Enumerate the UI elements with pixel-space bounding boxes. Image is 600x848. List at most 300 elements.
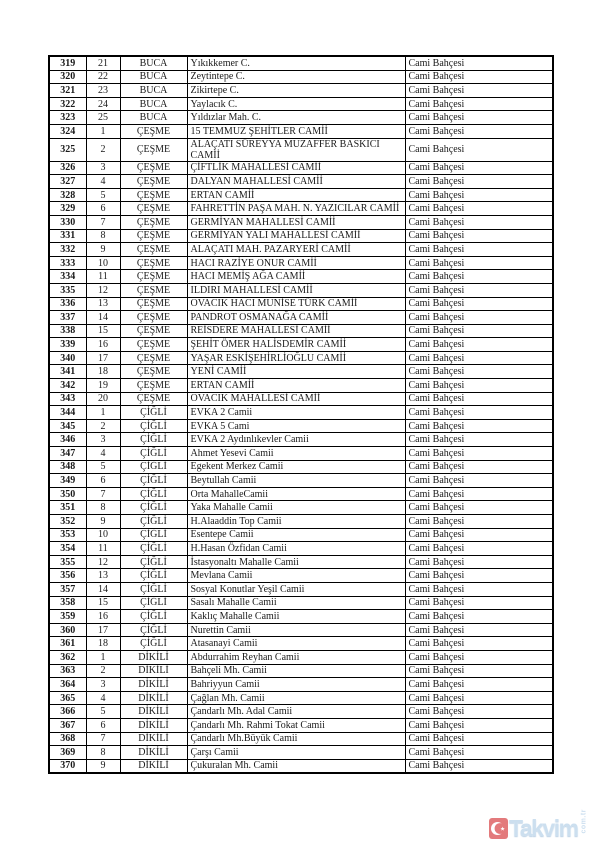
district-cell: ÇEŞME <box>120 161 187 175</box>
table-row <box>49 637 553 651</box>
row-number-cell: 331 <box>49 229 86 243</box>
order-number-cell: 5 <box>86 705 120 719</box>
location-cell: Cami Bahçesi <box>405 379 553 393</box>
row-number-cell: 367 <box>49 718 86 732</box>
location-cell: Cami Bahçesi <box>405 596 553 610</box>
location-cell: Cami Bahçesi <box>405 474 553 488</box>
district-cell: ÇİĞLİ <box>120 596 187 610</box>
location-cell: Cami Bahçesi <box>405 406 553 420</box>
mosque-name-cell: Orta MahalleCamii <box>187 487 405 501</box>
location-cell: Cami Bahçesi <box>405 678 553 692</box>
district-cell: ÇİĞLİ <box>120 515 187 529</box>
table-row <box>49 623 553 637</box>
row-number-cell: 343 <box>49 392 86 406</box>
mosque-name-cell: Çandarlı Mh. Adal Camii <box>187 705 405 719</box>
district-cell: ÇİĞLİ <box>120 542 187 556</box>
row-number-cell: 319 <box>49 56 86 70</box>
row-number-cell: 357 <box>49 582 86 596</box>
row-number-cell: 358 <box>49 596 86 610</box>
district-cell: ÇİĞLİ <box>120 460 187 474</box>
table-row <box>49 732 553 746</box>
mosque-name-cell: Zikirtepe C. <box>187 84 405 98</box>
takvim-logo-icon <box>489 818 508 839</box>
table-row <box>49 515 553 529</box>
table-row <box>49 569 553 583</box>
district-cell: ÇİĞLİ <box>120 569 187 583</box>
location-cell: Cami Bahçesi <box>405 175 553 189</box>
table-row <box>49 610 553 624</box>
mosque-name-cell: GERMİYAN MAHALLESİ CAMİİ <box>187 215 405 229</box>
district-cell: ÇEŞME <box>120 351 187 365</box>
mosque-name-cell: İstasyonaltı Mahalle Camii <box>187 555 405 569</box>
location-cell: Cami Bahçesi <box>405 297 553 311</box>
location-cell: Cami Bahçesi <box>405 202 553 216</box>
mosque-name-cell: Nurettin Camii <box>187 623 405 637</box>
row-number-cell: 338 <box>49 324 86 338</box>
order-number-cell: 19 <box>86 379 120 393</box>
district-cell: ÇİĞLİ <box>120 528 187 542</box>
row-number-cell: 360 <box>49 623 86 637</box>
table-row <box>49 650 553 664</box>
row-number-cell: 351 <box>49 501 86 515</box>
table-row <box>49 474 553 488</box>
mosque-name-cell: ŞEHİT ÖMER HALİSDEMİR CAMİİ <box>187 338 405 352</box>
row-number-cell: 341 <box>49 365 86 379</box>
table-row <box>49 678 553 692</box>
table-row <box>49 270 553 284</box>
row-number-cell: 344 <box>49 406 86 420</box>
table-row <box>49 460 553 474</box>
location-cell: Cami Bahçesi <box>405 243 553 257</box>
location-cell: Cami Bahçesi <box>405 161 553 175</box>
row-number-cell: 329 <box>49 202 86 216</box>
order-number-cell: 3 <box>86 678 120 692</box>
mosque-name-cell: ERTAN CAMİİ <box>187 379 405 393</box>
district-cell: ÇEŞME <box>120 188 187 202</box>
district-cell: ÇEŞME <box>120 311 187 325</box>
order-number-cell: 22 <box>86 70 120 84</box>
district-cell: ÇEŞME <box>120 283 187 297</box>
table-row <box>49 582 553 596</box>
row-number-cell: 330 <box>49 215 86 229</box>
location-cell: Cami Bahçesi <box>405 528 553 542</box>
district-cell: ÇEŞME <box>120 338 187 352</box>
table-row <box>49 283 553 297</box>
mosque-name-cell: Zeytintepe C. <box>187 70 405 84</box>
order-number-cell: 10 <box>86 256 120 270</box>
row-number-cell: 366 <box>49 705 86 719</box>
row-number-cell: 345 <box>49 419 86 433</box>
mosque-name-cell: GERMİYAN YALI MAHALLESİ CAMİİ <box>187 229 405 243</box>
order-number-cell: 14 <box>86 311 120 325</box>
location-cell: Cami Bahçesi <box>405 460 553 474</box>
order-number-cell: 15 <box>86 324 120 338</box>
district-cell: ÇİĞLİ <box>120 474 187 488</box>
mosque-name-cell: Çandarlı Mh.Büyük Camii <box>187 732 405 746</box>
row-number-cell: 363 <box>49 664 86 678</box>
district-cell: ÇEŞME <box>120 270 187 284</box>
order-number-cell: 1 <box>86 124 120 138</box>
district-cell: DİKİLİ <box>120 759 187 773</box>
district-cell: ÇEŞME <box>120 256 187 270</box>
table-row <box>49 124 553 138</box>
location-cell: Cami Bahçesi <box>405 433 553 447</box>
mosque-name-cell: Yaka Mahalle Camii <box>187 501 405 515</box>
district-cell: DİKİLİ <box>120 718 187 732</box>
order-number-cell: 1 <box>86 650 120 664</box>
district-cell: ÇİĞLİ <box>120 406 187 420</box>
table-row <box>49 759 553 773</box>
order-number-cell: 12 <box>86 555 120 569</box>
table-row <box>49 138 553 161</box>
row-number-cell: 337 <box>49 311 86 325</box>
row-number-cell: 339 <box>49 338 86 352</box>
order-number-cell: 16 <box>86 610 120 624</box>
mosque-name-cell: Çukuralan Mh. Camii <box>187 759 405 773</box>
mosque-name-cell: Beytullah Camii <box>187 474 405 488</box>
district-cell: ÇİĞLİ <box>120 487 187 501</box>
district-cell: ÇİĞLİ <box>120 419 187 433</box>
watermark-domain-text: com.tr <box>580 808 588 833</box>
location-cell: Cami Bahçesi <box>405 84 553 98</box>
mosque-name-cell: Yıkıkkemer C. <box>187 56 405 70</box>
mosque-name-cell: Kaklıç Mahalle Camii <box>187 610 405 624</box>
location-cell: Cami Bahçesi <box>405 392 553 406</box>
mosque-name-cell: Çarşı Camii <box>187 746 405 760</box>
order-number-cell: 6 <box>86 202 120 216</box>
order-number-cell: 24 <box>86 97 120 111</box>
location-cell: Cami Bahçesi <box>405 447 553 461</box>
table-row <box>49 338 553 352</box>
table-row <box>49 596 553 610</box>
mosque-name-cell: DALYAN MAHALLESİ CAMİİ <box>187 175 405 189</box>
location-cell: Cami Bahçesi <box>405 97 553 111</box>
location-cell: Cami Bahçesi <box>405 188 553 202</box>
table-row <box>49 111 553 125</box>
district-cell: ÇEŞME <box>120 202 187 216</box>
location-cell: Cami Bahçesi <box>405 215 553 229</box>
order-number-cell: 8 <box>86 229 120 243</box>
district-cell: BUCA <box>120 84 187 98</box>
district-cell: DİKİLİ <box>120 664 187 678</box>
table-row <box>49 188 553 202</box>
row-number-cell: 361 <box>49 637 86 651</box>
row-number-cell: 370 <box>49 759 86 773</box>
district-cell: ÇEŞME <box>120 324 187 338</box>
row-number-cell: 369 <box>49 746 86 760</box>
table-row <box>49 705 553 719</box>
mosque-name-cell: Egekent Merkez Camii <box>187 460 405 474</box>
mosque-name-cell: YAŞAR ESKİŞEHİRLİOĞLU CAMİİ <box>187 351 405 365</box>
location-cell: Cami Bahçesi <box>405 70 553 84</box>
location-cell: Cami Bahçesi <box>405 664 553 678</box>
table-row <box>49 351 553 365</box>
order-number-cell: 18 <box>86 637 120 651</box>
table-row <box>49 528 553 542</box>
row-number-cell: 356 <box>49 569 86 583</box>
order-number-cell: 7 <box>86 215 120 229</box>
mosque-name-cell: ILDIRI MAHALLESİ CAMİİ <box>187 283 405 297</box>
row-number-cell: 326 <box>49 161 86 175</box>
watermark-brand-text: Takvim <box>509 814 578 841</box>
district-cell: ÇEŞME <box>120 379 187 393</box>
mosque-table-body <box>49 56 553 773</box>
district-cell: ÇİĞLİ <box>120 623 187 637</box>
order-number-cell: 9 <box>86 759 120 773</box>
location-cell: Cami Bahçesi <box>405 419 553 433</box>
mosque-name-cell: H.Hasan Özfidan Camii <box>187 542 405 556</box>
table-row <box>49 419 553 433</box>
table-row <box>49 379 553 393</box>
order-number-cell: 21 <box>86 56 120 70</box>
order-number-cell: 13 <box>86 297 120 311</box>
mosque-name-cell: Sasalı Mahalle Camii <box>187 596 405 610</box>
order-number-cell: 10 <box>86 528 120 542</box>
mosque-name-cell: Mevlana Camii <box>187 569 405 583</box>
location-cell: Cami Bahçesi <box>405 270 553 284</box>
order-number-cell: 17 <box>86 623 120 637</box>
location-cell: Cami Bahçesi <box>405 515 553 529</box>
table-row <box>49 447 553 461</box>
table-row <box>49 433 553 447</box>
mosque-name-cell: 15 TEMMUZ ŞEHİTLER CAMİİ <box>187 124 405 138</box>
order-number-cell: 23 <box>86 84 120 98</box>
order-number-cell: 16 <box>86 338 120 352</box>
location-cell: Cami Bahçesi <box>405 311 553 325</box>
mosque-name-cell: ALAÇATI MAH. PAZARYERİ CAMİİ <box>187 243 405 257</box>
district-cell: ÇEŞME <box>120 138 187 161</box>
district-cell: BUCA <box>120 111 187 125</box>
location-cell: Cami Bahçesi <box>405 111 553 125</box>
order-number-cell: 7 <box>86 487 120 501</box>
table-row <box>49 501 553 515</box>
district-cell: ÇEŞME <box>120 215 187 229</box>
mosque-name-cell: FAHRETTİN PAŞA MAH. N. YAZICILAR CAMİİ <box>187 202 405 216</box>
district-cell: ÇEŞME <box>120 243 187 257</box>
mosque-name-cell: ALAÇATI SÜREYYA MUZAFFER BASKICI CAMİİ <box>187 138 405 161</box>
location-cell: Cami Bahçesi <box>405 691 553 705</box>
row-number-cell: 327 <box>49 175 86 189</box>
mosque-name-cell: Esentepe Camii <box>187 528 405 542</box>
row-number-cell: 328 <box>49 188 86 202</box>
mosque-name-cell: Çandarlı Mh. Rahmi Tokat Camii <box>187 718 405 732</box>
row-number-cell: 346 <box>49 433 86 447</box>
district-cell: ÇEŞME <box>120 392 187 406</box>
location-cell: Cami Bahçesi <box>405 623 553 637</box>
table-row <box>49 70 553 84</box>
row-number-cell: 350 <box>49 487 86 501</box>
table-row <box>49 691 553 705</box>
location-cell: Cami Bahçesi <box>405 338 553 352</box>
row-number-cell: 323 <box>49 111 86 125</box>
row-number-cell: 354 <box>49 542 86 556</box>
mosque-name-cell: Bahriyyun Camii <box>187 678 405 692</box>
table-row <box>49 243 553 257</box>
district-cell: DİKİLİ <box>120 691 187 705</box>
row-number-cell: 335 <box>49 283 86 297</box>
table-row <box>49 406 553 420</box>
row-number-cell: 364 <box>49 678 86 692</box>
mosque-name-cell: YENİ CAMİİ <box>187 365 405 379</box>
table-row <box>49 229 553 243</box>
mosque-name-cell: HACI RAZİYE ONUR CAMİİ <box>187 256 405 270</box>
location-cell: Cami Bahçesi <box>405 759 553 773</box>
row-number-cell: 353 <box>49 528 86 542</box>
row-number-cell: 348 <box>49 460 86 474</box>
row-number-cell: 352 <box>49 515 86 529</box>
location-cell: Cami Bahçesi <box>405 582 553 596</box>
row-number-cell: 325 <box>49 138 86 161</box>
district-cell: ÇEŞME <box>120 175 187 189</box>
table-row <box>49 202 553 216</box>
mosque-name-cell: HACI MEMİŞ AĞA CAMİİ <box>187 270 405 284</box>
row-number-cell: 334 <box>49 270 86 284</box>
row-number-cell: 362 <box>49 650 86 664</box>
order-number-cell: 14 <box>86 582 120 596</box>
table-row <box>49 487 553 501</box>
takvim-watermark <box>489 808 589 845</box>
order-number-cell: 4 <box>86 447 120 461</box>
mosque-name-cell: Çağlan Mh. Camii <box>187 691 405 705</box>
district-cell: BUCA <box>120 70 187 84</box>
order-number-cell: 15 <box>86 596 120 610</box>
mosque-name-cell: Yaylacık C. <box>187 97 405 111</box>
order-number-cell: 20 <box>86 392 120 406</box>
order-number-cell: 11 <box>86 542 120 556</box>
row-number-cell: 349 <box>49 474 86 488</box>
location-cell: Cami Bahçesi <box>405 56 553 70</box>
location-cell: Cami Bahçesi <box>405 351 553 365</box>
district-cell: DİKİLİ <box>120 746 187 760</box>
order-number-cell: 13 <box>86 569 120 583</box>
table-row <box>49 56 553 70</box>
mosque-name-cell: H.Alaaddin Top Camii <box>187 515 405 529</box>
order-number-cell: 2 <box>86 419 120 433</box>
row-number-cell: 365 <box>49 691 86 705</box>
row-number-cell: 340 <box>49 351 86 365</box>
order-number-cell: 5 <box>86 460 120 474</box>
table-row <box>49 161 553 175</box>
row-number-cell: 336 <box>49 297 86 311</box>
order-number-cell: 3 <box>86 161 120 175</box>
order-number-cell: 11 <box>86 270 120 284</box>
row-number-cell: 333 <box>49 256 86 270</box>
mosque-name-cell: REİSDERE MAHALLESİ CAMİİ <box>187 324 405 338</box>
order-number-cell: 9 <box>86 243 120 257</box>
order-number-cell: 6 <box>86 474 120 488</box>
location-cell: Cami Bahçesi <box>405 256 553 270</box>
mosque-name-cell: Bahçeli Mh. Camii <box>187 664 405 678</box>
row-number-cell: 322 <box>49 97 86 111</box>
table-row <box>49 297 553 311</box>
district-cell: DİKİLİ <box>120 732 187 746</box>
order-number-cell: 17 <box>86 351 120 365</box>
location-cell: Cami Bahçesi <box>405 650 553 664</box>
district-cell: DİKİLİ <box>120 705 187 719</box>
row-number-cell: 368 <box>49 732 86 746</box>
row-number-cell: 359 <box>49 610 86 624</box>
row-number-cell: 332 <box>49 243 86 257</box>
order-number-cell: 8 <box>86 501 120 515</box>
table-row <box>49 311 553 325</box>
district-cell: DİKİLİ <box>120 678 187 692</box>
district-cell: ÇİĞLİ <box>120 637 187 651</box>
location-cell: Cami Bahçesi <box>405 365 553 379</box>
district-cell: ÇİĞLİ <box>120 555 187 569</box>
mosque-name-cell: Ahmet Yesevi Camii <box>187 447 405 461</box>
table-row <box>49 215 553 229</box>
district-cell: ÇEŞME <box>120 229 187 243</box>
district-cell: ÇEŞME <box>120 297 187 311</box>
mosque-name-cell: ERTAN CAMİİ <box>187 188 405 202</box>
order-number-cell: 12 <box>86 283 120 297</box>
mosque-name-cell: Abdurrahim Reyhan Camii <box>187 650 405 664</box>
location-cell: Cami Bahçesi <box>405 705 553 719</box>
row-number-cell: 355 <box>49 555 86 569</box>
mosque-name-cell: EVKA 2 Camii <box>187 406 405 420</box>
location-cell: Cami Bahçesi <box>405 569 553 583</box>
mosque-name-cell: EVKA 2 Aydınlıkevler Camii <box>187 433 405 447</box>
table-row <box>49 746 553 760</box>
district-cell: BUCA <box>120 97 187 111</box>
mosque-name-cell: EVKA 5 Cami <box>187 419 405 433</box>
table-row <box>49 664 553 678</box>
district-cell: ÇİĞLİ <box>120 582 187 596</box>
table-row <box>49 392 553 406</box>
table-row <box>49 718 553 732</box>
table-row <box>49 365 553 379</box>
order-number-cell: 1 <box>86 406 120 420</box>
location-cell: Cami Bahçesi <box>405 732 553 746</box>
district-cell: ÇİĞLİ <box>120 610 187 624</box>
mosque-name-cell: OVACIK MAHALLESİ CAMİİ <box>187 392 405 406</box>
order-number-cell: 7 <box>86 732 120 746</box>
order-number-cell: 2 <box>86 138 120 161</box>
row-number-cell: 321 <box>49 84 86 98</box>
location-cell: Cami Bahçesi <box>405 718 553 732</box>
location-cell: Cami Bahçesi <box>405 501 553 515</box>
order-number-cell: 5 <box>86 188 120 202</box>
district-cell: ÇİĞLİ <box>120 501 187 515</box>
mosque-name-cell: Atasanayi Camii <box>187 637 405 651</box>
order-number-cell: 4 <box>86 691 120 705</box>
district-cell: ÇİĞLİ <box>120 447 187 461</box>
table-row <box>49 97 553 111</box>
mosque-name-cell: PANDROT OSMANAĞA CAMİİ <box>187 311 405 325</box>
location-cell: Cami Bahçesi <box>405 610 553 624</box>
order-number-cell: 6 <box>86 718 120 732</box>
row-number-cell: 324 <box>49 124 86 138</box>
order-number-cell: 4 <box>86 175 120 189</box>
row-number-cell: 342 <box>49 379 86 393</box>
order-number-cell: 9 <box>86 515 120 529</box>
location-cell: Cami Bahçesi <box>405 746 553 760</box>
table-row <box>49 324 553 338</box>
table-row <box>49 555 553 569</box>
mosque-name-cell: Yıldızlar Mah. C. <box>187 111 405 125</box>
location-cell: Cami Bahçesi <box>405 487 553 501</box>
district-cell: ÇİĞLİ <box>120 433 187 447</box>
mosque-name-cell: Sosyal Konutlar Yeşil Camii <box>187 582 405 596</box>
row-number-cell: 320 <box>49 70 86 84</box>
table-row <box>49 175 553 189</box>
order-number-cell: 18 <box>86 365 120 379</box>
mosque-name-cell: ÇİFTLİK MAHALLESİ CAMİİ <box>187 161 405 175</box>
location-cell: Cami Bahçesi <box>405 283 553 297</box>
location-cell: Cami Bahçesi <box>405 555 553 569</box>
row-number-cell: 347 <box>49 447 86 461</box>
mosque-list-table <box>48 55 554 774</box>
